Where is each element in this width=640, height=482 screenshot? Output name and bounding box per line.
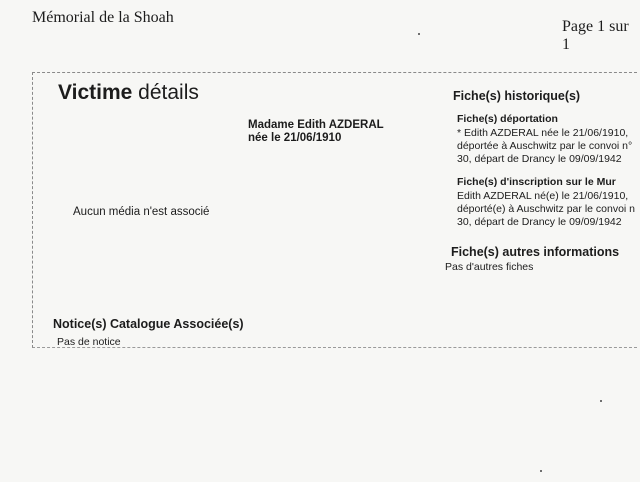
- deportation-line: 30, départ de Drancy le 09/09/1942: [457, 153, 622, 165]
- page-number: Page 1 sur 1: [562, 18, 629, 53]
- other-info-section-title: Fiche(s) autres informations: [451, 245, 620, 259]
- catalogue-section-title: Notice(s) Catalogue Associée(s): [53, 317, 244, 331]
- page-title: [58, 81, 199, 105]
- deportation-record-title: Fiche(s) déportation: [457, 113, 558, 125]
- deportation-record-text: [457, 127, 632, 166]
- victim-birth-date: née le 21/06/1910: [248, 132, 342, 144]
- wall-line: Edith AZDERAL né(e) le 21/06/1910,: [457, 190, 629, 202]
- wall-record-text: [457, 190, 635, 229]
- catalogue-empty-message: Pas de notice: [57, 336, 121, 348]
- deportation-line: * Edith AZDERAL née le 21/06/1910,: [457, 127, 629, 139]
- scan-speck: [418, 33, 420, 35]
- scan-speck: [600, 400, 602, 402]
- victim-name: Madame Edith AZDERAL: [248, 119, 384, 131]
- deportation-line: déportée à Auschwitz par le convoi n°: [457, 140, 633, 152]
- wall-line: 30, départ de Drancy le 09/09/1942: [457, 216, 622, 228]
- no-media-message: Aucun média n'est associé: [73, 206, 210, 218]
- page-title-rest: détails: [132, 81, 199, 104]
- victim-details-card: [32, 72, 637, 348]
- wall-line: déporté(e) à Auschwitz par le convoi n: [457, 203, 636, 215]
- scan-speck: [540, 470, 542, 472]
- page-title-bold: Victime: [58, 81, 133, 104]
- other-info-empty-message: Pas d'autres fiches: [445, 261, 534, 273]
- historic-section-title: Fiche(s) historique(s): [453, 89, 581, 103]
- page-header-site-name: Mémorial de la Shoah: [32, 9, 174, 26]
- wall-record-title: Fiche(s) d'inscription sur le Mur: [457, 176, 616, 188]
